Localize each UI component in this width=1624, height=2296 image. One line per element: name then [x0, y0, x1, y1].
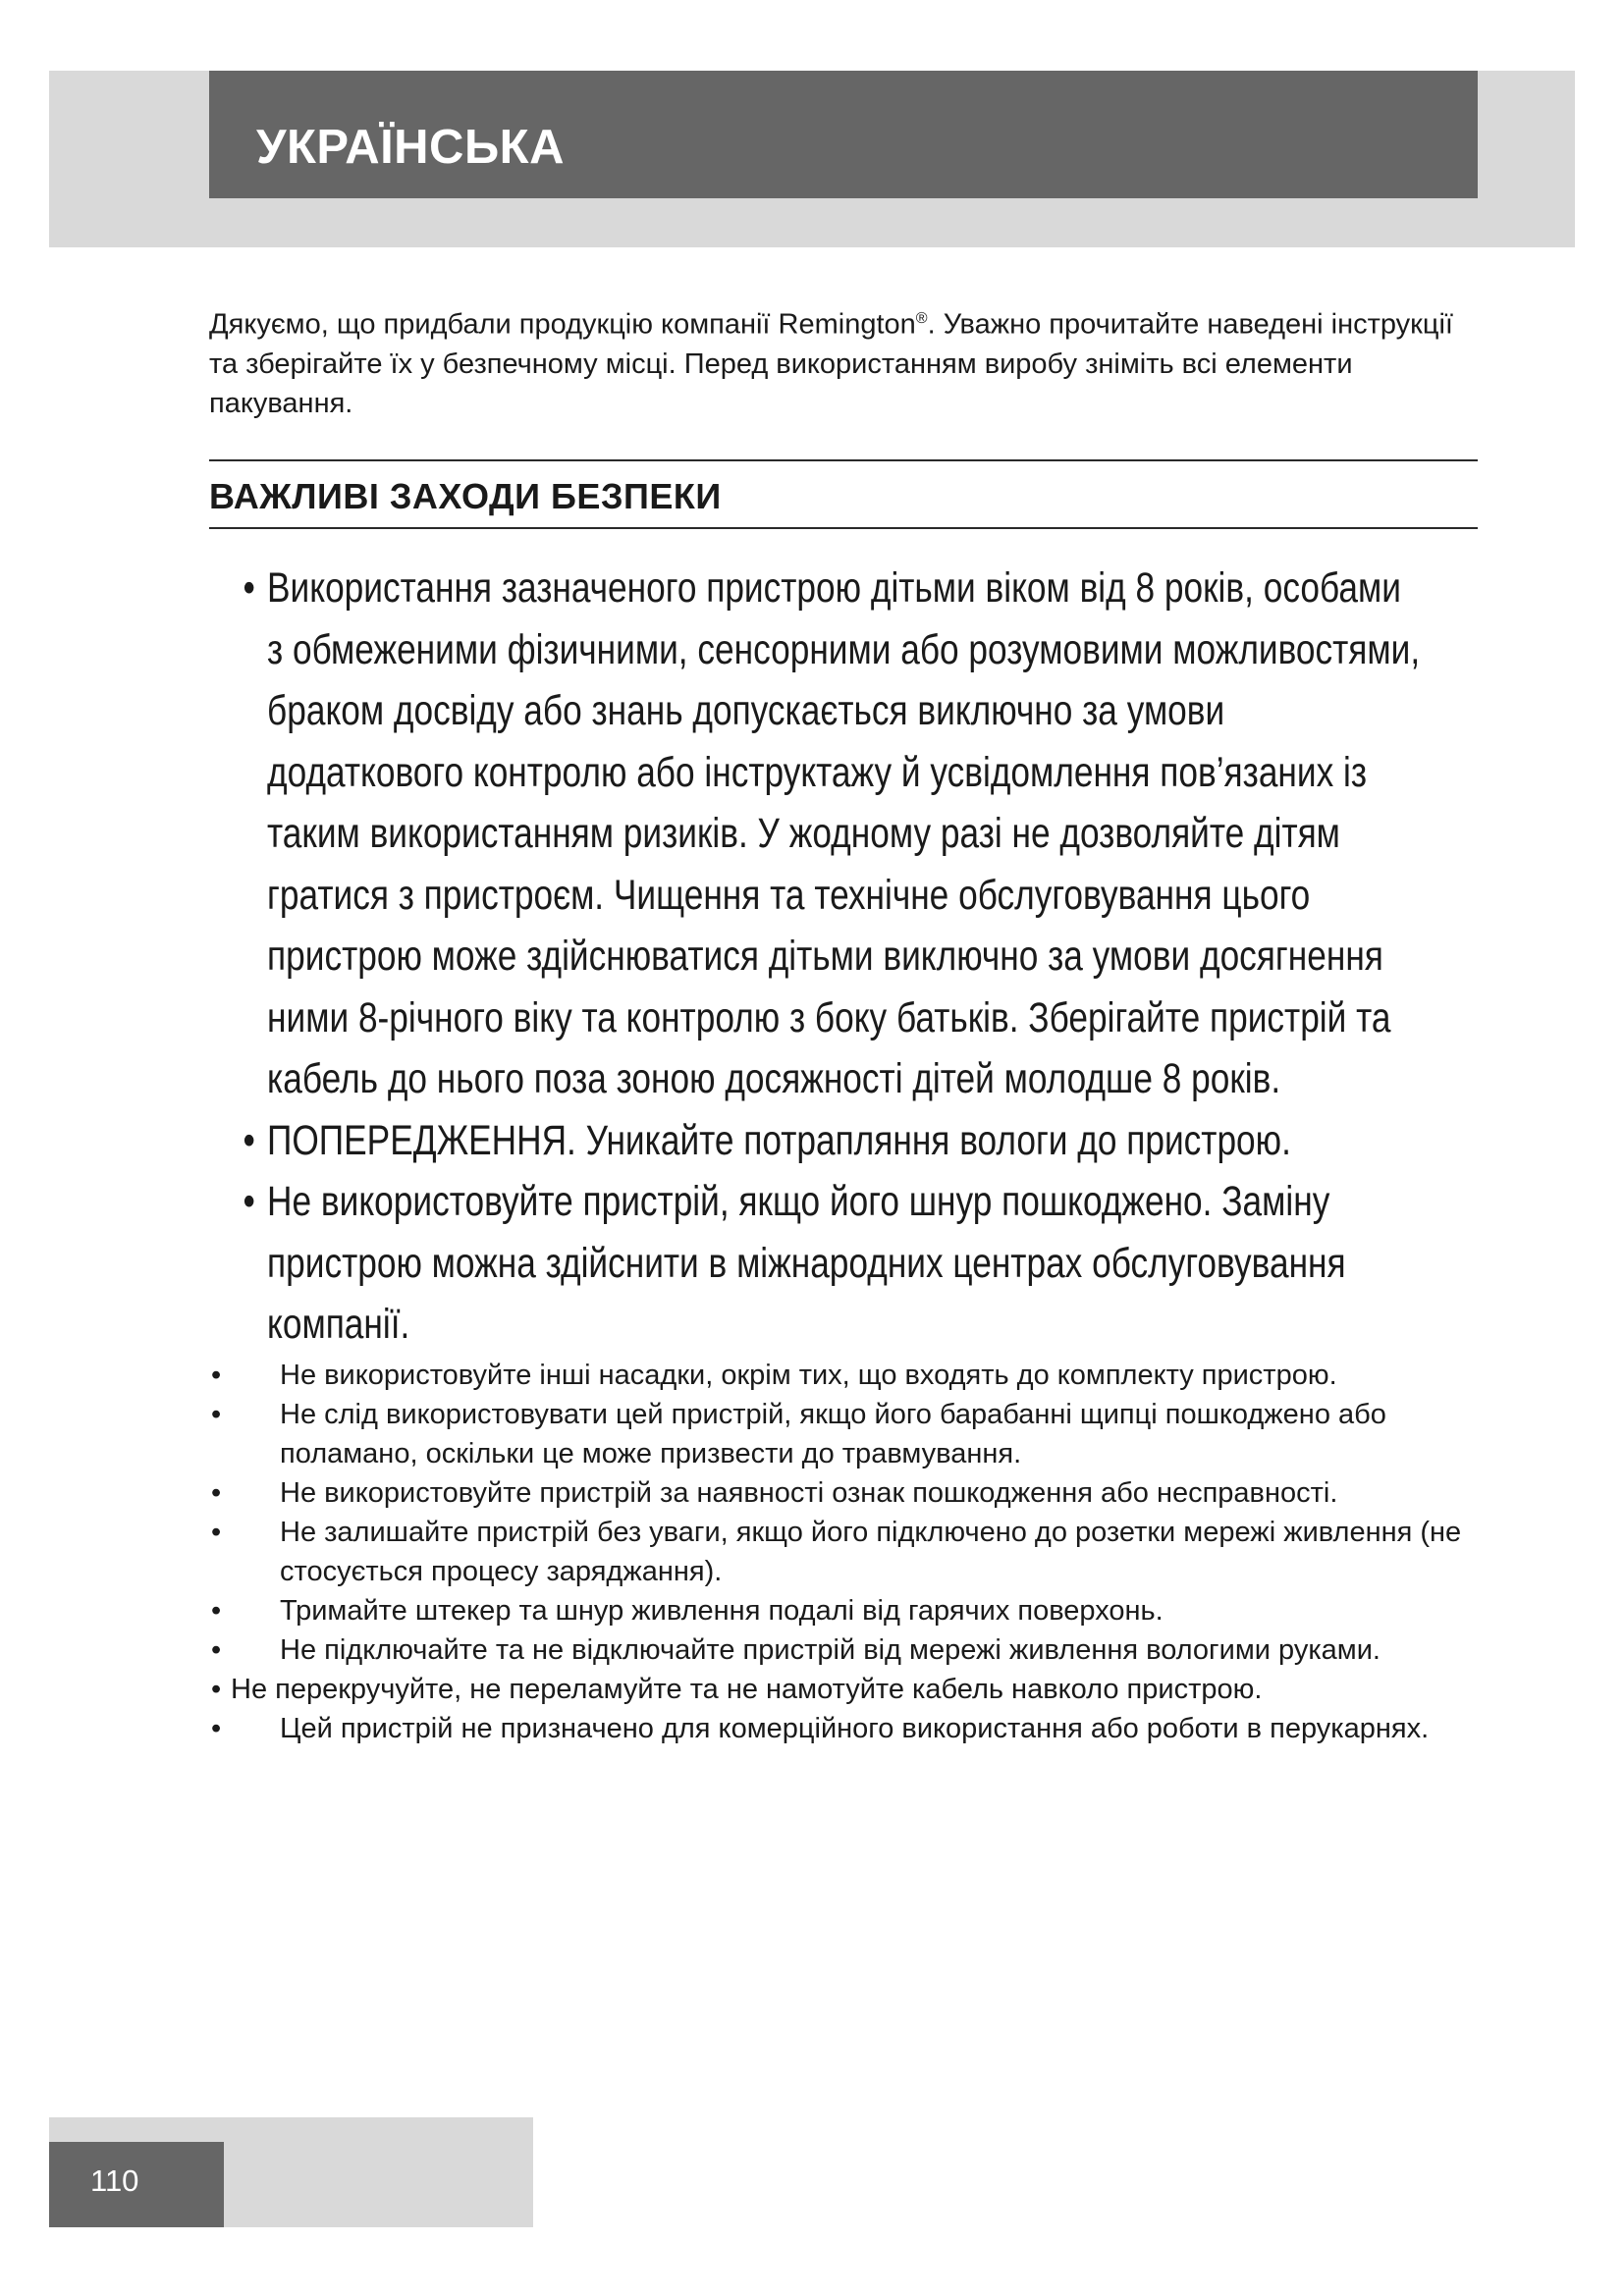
- bullet: •: [211, 1594, 222, 1627]
- list-item-text: Не слід використовувати цей пристрій, якщо його барабанні щипці пошкоджено або поламано, оскільки це може призвести до травмування.: [280, 1398, 1386, 1469]
- page-number-box: [49, 2142, 224, 2227]
- intro-paragraph: [209, 299, 1486, 423]
- bullet: •: [211, 1673, 222, 1705]
- list-item-text: Цей пристрій не призначено для комерційного використання або роботи в перукарнях.: [280, 1712, 1430, 1744]
- list-item: [209, 1110, 1427, 1172]
- list-item: [209, 558, 1427, 1110]
- bullet: •: [243, 1178, 255, 1225]
- bullet: •: [211, 1359, 222, 1391]
- language-title: УКРАЇНСЬКА: [256, 121, 565, 174]
- intro-text-start: Дякуємо, що придбали продукцію компанії Remington: [209, 308, 916, 341]
- bullet: •: [211, 1516, 222, 1548]
- list-item-text: Не залишайте пристрій без уваги, якщо його підключено до розетки мережі живлення (не стосується процесу заряджання).: [280, 1516, 1462, 1587]
- list-item: [209, 1591, 1486, 1630]
- bullet: •: [211, 1712, 222, 1744]
- bullet: •: [243, 564, 255, 612]
- list-item-text: Не використовуйте пристрій, якщо його шнур пошкоджено. Заміну пристрою можна здійснити в міжнародних центрах обслуговування компанії.: [267, 1178, 1346, 1348]
- registered-mark: ®: [915, 310, 928, 327]
- list-item-text: Не підключайте та не відключайте пристрій від мережі живлення вологими руками.: [280, 1633, 1380, 1666]
- bullet: •: [211, 1633, 222, 1666]
- bullet: •: [243, 1116, 255, 1164]
- list-item: [209, 1630, 1486, 1670]
- list-item: [209, 1356, 1486, 1395]
- list-item-text: ПОПЕРЕДЖЕННЯ. Уникайте потрапляння вологи до пристрою.: [267, 1116, 1291, 1164]
- bullet: •: [211, 1476, 222, 1509]
- safety-heading: ВАЖЛИВІ ЗАХОДИ БЕЗПЕКИ: [209, 476, 722, 516]
- list-item-text: Не використовуйте інші насадки, окрім тих, що входять до комплекту пристрою.: [280, 1359, 1337, 1391]
- intro-text-end: . Уважно прочитайте наведені інструкції та зберігайте їх у безпечному місці. Перед використанням виробу зніміть всі елементи пакування.: [209, 308, 1453, 419]
- safety-list: [209, 558, 1486, 1748]
- page-number: 110: [90, 2163, 139, 2198]
- list-item: [209, 1171, 1427, 1356]
- list-item: [209, 1670, 1486, 1709]
- list-item-text: Тримайте штекер та шнур живлення подалі від гарячих поверхонь.: [280, 1594, 1164, 1627]
- heading-rule-top: [209, 459, 1478, 461]
- list-item: [209, 1513, 1486, 1591]
- list-item: [209, 1709, 1486, 1748]
- list-item: [209, 1395, 1486, 1473]
- list-item: [209, 1473, 1486, 1513]
- list-item-text: Не використовуйте пристрій за наявності ознак пошкодження або несправності.: [280, 1476, 1338, 1509]
- heading-rule-bottom: [209, 527, 1478, 529]
- bullet: •: [211, 1398, 222, 1430]
- list-item-text: Використання зазначеного пристрою дітьми віком від 8 років, особами з обмеженими фізичними, сенсорними або розумовими можливостями, браком досвіду або знань допускається виключно за умови додаткового контролю або інструктажу й усвідомлення пов’язаних із таким використанням ризиків. У жодному разі не дозволяйте дітям гратися з пристроєм. Чищення та технічне обслуговування цього пристрою може здійснюватися дітьми виключно за умови досягнення ними 8-річного віку та контролю з боку батьків. Зберігайте пристрій та кабель до нього поза зоною досяжності дітей молодше 8 років.: [267, 564, 1421, 1102]
- language-header: [209, 71, 1478, 198]
- list-item-text: Не перекручуйте, не переламуйте та не намотуйте кабель навколо пристрою.: [231, 1673, 1263, 1705]
